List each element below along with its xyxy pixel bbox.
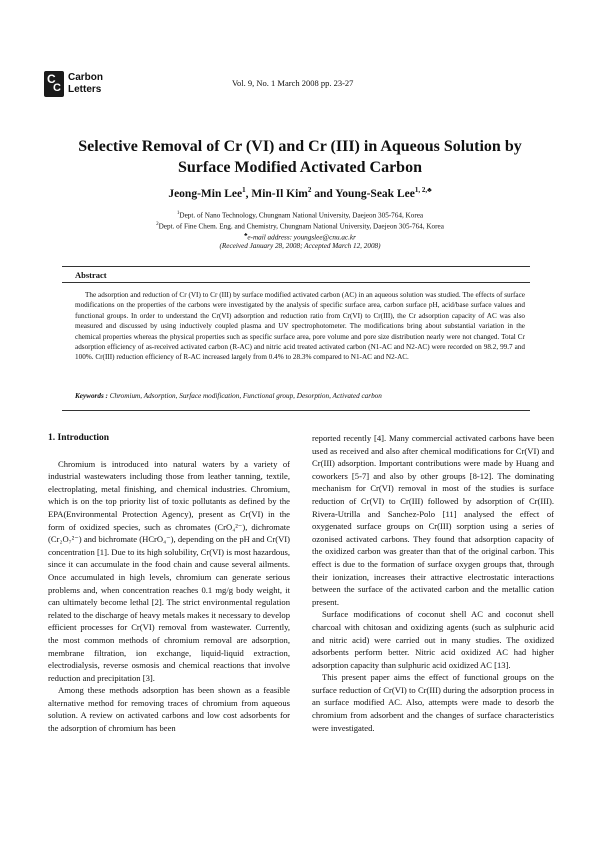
journal-logo bbox=[44, 71, 103, 97]
received-accepted-dates: (Received January 28, 2008; Accepted March 12, 2008) bbox=[219, 242, 381, 250]
author-affiliation-mark: 1 bbox=[242, 186, 246, 194]
abstract-bottom-rule bbox=[62, 410, 530, 411]
journal-name-line1: Carbon bbox=[68, 72, 103, 83]
body-paragraph: reported recently [4]. Many commercial activated carbons have been used as received and also after chemical modifications for Cr(VI) and Cr(III) adsorption. Important contributions were made by Huang and coworkers [5-7] and also by other groups [8-12]. The dominating mechanism for Cr(VI) removal in most of the studies is surface reduction of Cr(VI) to Cr(III) followed by adsorption of Cr(III). Rivera-Utrilla and Sanchez-Polo [11] analysed the effect of oxygenated surface groups on Cr(III) sorption using a series of ozonised activated carbons. They found that adsorption capacity of the oxidized carbon was greater than that of the original carbon. This effect is due to the formation of surface oxygen groups that, through their ionization, increases their attractive electrostatic interactions between the surface of the activated carbon and the metallic cation present. bbox=[312, 433, 554, 607]
body-paragraph: This present paper aims the effect of functional groups on the surface reduction of Cr(VI) to Cr(III) during the adsorption process in an surface modified AC. Also, attempts were made to desorb the chromium from adsorbent and the changes of surface characteristics were investigated. bbox=[312, 672, 554, 733]
email-text: e-mail address: youngslee@cnu.ac.kr bbox=[247, 233, 356, 242]
author-name: Min-Il Kim bbox=[251, 187, 308, 200]
body-paragraph: Among these methods adsorption has been shown as a feasible alternative method for removing traces of chromium from aqueous solution. A review on activated carbons and low cost adsorbents for the adsorption of chromium has been bbox=[48, 685, 290, 734]
affiliation-text: Dept. of Fine Chem. Eng. and Chemistry, Chungnam National University, Daejeon 305-764, Korea bbox=[158, 222, 444, 231]
abstract-heading: Abstract bbox=[75, 270, 107, 280]
affiliation-mark: 2 bbox=[156, 222, 159, 227]
journal-issue-info: Vol. 9, No. 1 March 2008 pp. 23-27 bbox=[232, 78, 354, 88]
author-name: Jeong-Min Lee bbox=[168, 187, 243, 200]
corresponding-mark: ♣ bbox=[244, 233, 248, 238]
title-line-1: Selective Removal of Cr (VI) and Cr (III) in Aqueous Solution by bbox=[78, 138, 522, 155]
section-heading: 1. Introduction bbox=[48, 433, 110, 443]
title-line-2: Surface Modified Activated Carbon bbox=[178, 159, 422, 176]
right-column bbox=[312, 432, 554, 734]
keywords-label: Keywords : bbox=[75, 392, 110, 400]
affiliation-text: Dept. of Nano Technology, Chungnam National University, Daejeon 305-764, Korea bbox=[179, 211, 424, 220]
author-list bbox=[40, 186, 560, 200]
journal-name bbox=[68, 72, 103, 96]
body-paragraph: Surface modifications of coconut shell AC and coconut shell charcoal with chitosan and oxidizing agents (such as sulphuric acid and nitric acid) were carried out in many studies. The oxidized adsorbents perform better. Nitric acid oxidized AC had higher adsorption capacity than sulphuric acid oxidized AC [13]. bbox=[312, 609, 554, 670]
paper-title bbox=[40, 136, 560, 178]
affiliation-mark: 1 bbox=[176, 211, 180, 216]
author-affiliation-mark: 2 bbox=[307, 186, 312, 194]
abstract-heading-rule bbox=[62, 282, 530, 283]
keywords bbox=[75, 392, 525, 400]
body-paragraph: Chromium is introduced into natural waters by a variety of industrial wastewaters including those from leather tanning, textile, electroplating, metal finishing, and chemical industries. Chromium, which is on the top priority list of toxic pollutants as defined by the EPA(Environmental Protection Agency), present as Cr(VI) in the form of oxidized species, such as chromates (CrO₄²⁻), dichromate (Cr₂O₇²⁻) and bichromate (HCrO₄⁻), depending on the pH and Cr(VI) concentration [1]. Due to its high solubility, Cr(VI) is most hazardous, since it can accumulate in the food chain and cause several ailments. Once accumulated in high levels, chromium can generate serious problems and, when concentration reaches 0.1 mg/g body weight, it can ultimately become lethal [2]. The strict environmental regulation related to the discharge of heavy metals makes it necessary to develop efficient processes for Cr(VI) removal from wastewater. Currently, the most common methods of chromium removal are adsorption, membrane filtration, ion exchange, liquid-liquid extraction, electrodialysis, reverse osmosis and chemical reactions that involve reduction and precipitation [3]. bbox=[48, 458, 290, 683]
keywords-list: Chromium, Adsorption, Surface modification, Functional group, Desorption, Activated carbon bbox=[109, 392, 382, 400]
carbon-logo-icon: C C bbox=[44, 71, 64, 97]
author-name: Young-Seak Lee bbox=[335, 187, 415, 200]
left-column bbox=[48, 432, 290, 735]
abstract-top-rule bbox=[62, 266, 530, 267]
author-affiliation-mark: 1, 2,♣ bbox=[414, 186, 432, 194]
author-separator: , bbox=[245, 187, 252, 200]
author-separator: and bbox=[311, 187, 336, 200]
journal-name-line2: Letters bbox=[68, 84, 102, 95]
abstract-body: The adsorption and reduction of Cr (VI) to Cr (III) by surface modified activated carbon (AC) in an aqueous solution was studied. The effects of surface modifications on the properties of the carbons were investigated by the analysis of specific surface area, carbon surface pH, acid/base surface values and functional groups. In order to understand the Cr(VI) adsorption and reduction ratio from Cr(VI) to Cr(III), the Cr adsorption capacity of AC was also measured and discussed by using inductively coupled plasma and UV spectrophotometer. The modifications bring about substantial variation in the chemical properties whereas the physical properties such as specific surface area, pore volume and pore size distribution nearly were not changed. Total Cr adsorption efficiency of as-received activated carbon (R-AC) and nitric acid treated activated carbon (N1-AC and N2-AC) were recorded on 98.2, 99.7 and 100%. Cr(III) reduction efficiency of R-AC increased largely from 0.4% to 28.3% compared to N1-AC and N2-AC. bbox=[75, 291, 525, 362]
